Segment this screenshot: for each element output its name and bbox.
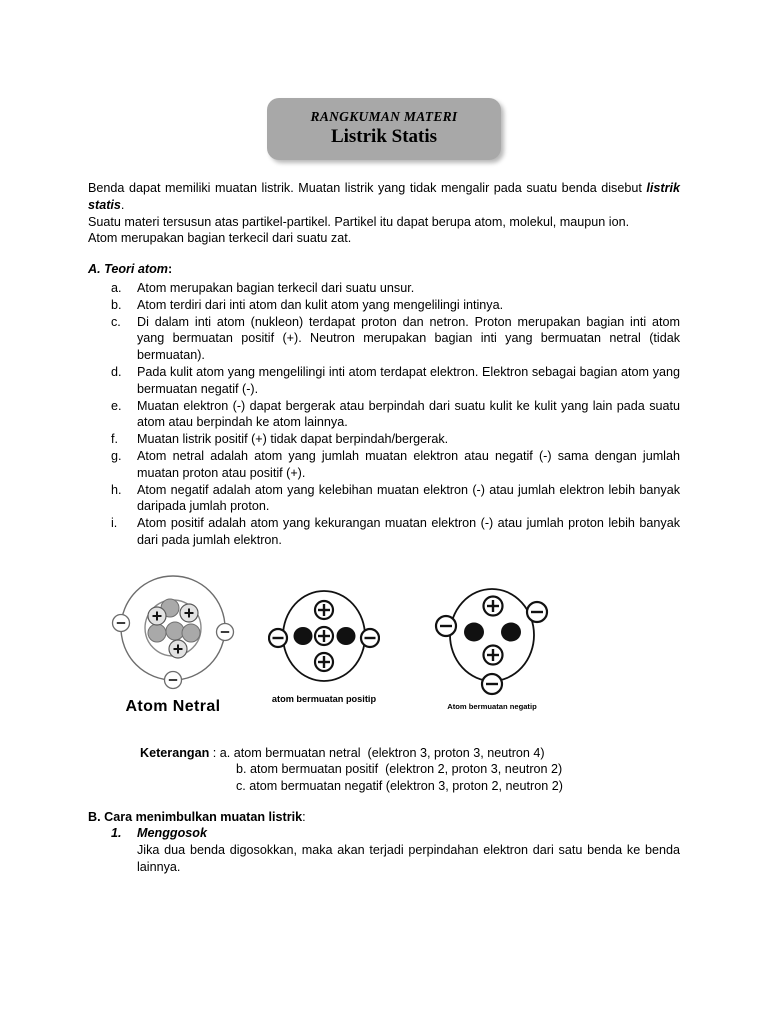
list-text: Atom positif adalah atom yang kekurangan muatan elektron (-) atau jumlah proton lebih banyak dari pada jumlah elektron. xyxy=(137,516,680,547)
proton-particle xyxy=(148,607,166,625)
list-marker: i. xyxy=(111,516,118,531)
keterangan-lines xyxy=(220,745,545,762)
intro-paragraph-1 xyxy=(88,180,680,214)
list-text: Muatan elektron (-) dapat bergerak atau berpindah dari suatu kulit ke kulit yang lain pada suatu atom atau berpindah ke atom lainnya. xyxy=(137,398,680,430)
section-b-label: B. Cara menimbulkan muatan listrik xyxy=(88,809,303,824)
electron-particle xyxy=(527,602,547,622)
intro-section xyxy=(88,180,680,549)
neutron-particle xyxy=(337,627,356,645)
figure-caption: atom bermuatan positip xyxy=(271,693,377,704)
figure-caption: Atom bermuatan negatip xyxy=(447,701,537,711)
figure-atom-negative xyxy=(433,585,551,711)
list-text: Atom netral adalah atom yang jumlah muatan elektron atau negatif (-) sama dengan jumlah muatan proton atau positif (+). xyxy=(137,448,680,480)
proton-particle xyxy=(180,604,198,622)
figure-caption: Atom Netral xyxy=(125,697,221,715)
section-a-list xyxy=(88,280,680,549)
list-item-body: Jika dua benda digosokkan, maka akan terjadi perpindahan elektron dari satu benda ke benda lainnya. xyxy=(137,843,680,874)
electron-particle xyxy=(482,674,502,694)
atom-diagrams xyxy=(88,571,680,731)
neutron-particle xyxy=(501,622,521,641)
intro-paragraph-2: Suatu materi tersusun atas partikel-partikel. Partikel itu dapat berupa atom, molekul, maupun ion. xyxy=(88,214,630,229)
list-marker: 1. xyxy=(111,826,122,841)
list-marker: g. xyxy=(111,448,122,463)
keterangan-block xyxy=(88,745,680,795)
list-item xyxy=(88,314,680,364)
list-marker: b. xyxy=(111,297,122,312)
list-item xyxy=(88,825,680,875)
neutron-particle xyxy=(464,622,484,641)
list-marker: f. xyxy=(111,432,118,447)
proton-particle xyxy=(315,653,333,671)
intro-p1-after: . xyxy=(120,197,125,212)
list-text: Pada kulit atom yang mengelilingi inti atom terdapat elektron. Elektron sebagai bagian atom yang bermuatan negatif (-). xyxy=(137,364,680,396)
section-b xyxy=(88,809,680,876)
section-b-colon: : xyxy=(302,809,306,824)
header-banner xyxy=(267,98,501,160)
section-a-label: A. Teori atom xyxy=(88,262,169,277)
electron-particle xyxy=(217,623,234,640)
list-marker: c. xyxy=(111,314,121,329)
section-b-heading xyxy=(88,809,680,826)
banner-container xyxy=(88,0,680,160)
intro-paragraph-3: Atom merupakan bagian terkecil dari suatu zat. xyxy=(88,231,352,246)
list-item xyxy=(88,297,680,314)
atom-positive-diagram xyxy=(268,585,380,691)
neutron-particle xyxy=(182,624,200,642)
neutron-particle xyxy=(166,622,184,640)
atom-neutral-diagram xyxy=(110,571,236,693)
list-text: Atom terdiri dari inti atom dan kulit atom yang mengelilingi intinya. xyxy=(137,297,504,312)
atom-negative-diagram xyxy=(433,585,551,697)
keterangan-line: b. atom bermuatan positif (elektron 2, proton 3, neutron 2) xyxy=(236,762,563,777)
electron-particle xyxy=(269,629,287,647)
section-b-list xyxy=(88,825,680,875)
section-a-heading xyxy=(88,261,680,278)
electron-particle xyxy=(113,614,130,631)
section-a-colon: : xyxy=(168,262,173,277)
neutron-particle xyxy=(294,627,313,645)
keterangan-row xyxy=(140,745,680,762)
list-text: Muatan listrik positif (+) tidak dapat berpindah/bergerak. xyxy=(137,432,449,447)
list-marker: a. xyxy=(111,280,122,295)
list-text: Atom merupakan bagian terkecil dari suatu unsur. xyxy=(137,280,415,295)
list-marker: d. xyxy=(111,364,122,379)
figure-atom-positive xyxy=(268,585,380,704)
list-item xyxy=(88,448,680,482)
page-title: Listrik Statis xyxy=(330,125,438,147)
intro-p1-emphasis: listrik statis xyxy=(88,181,680,212)
list-text: Atom negatif adalah atom yang kelebihan muatan elektron (-) atau jumlah elektron lebih banyak daripada jumlah proton. xyxy=(137,482,680,514)
neutron-particle xyxy=(148,624,166,642)
intro-p1-before: Benda dapat memiliki muatan listrik. Muatan listrik yang tidak mengalir pada suatu benda disebut xyxy=(88,181,647,195)
list-item xyxy=(88,482,680,516)
proton-particle xyxy=(315,627,333,645)
banner-superline: RANGKUMAN MATERI xyxy=(310,108,458,124)
list-item xyxy=(88,398,680,432)
keterangan-line: c. atom bermuatan negatif (elektron 3, proton 2, neutron 2) xyxy=(236,778,563,793)
list-item xyxy=(88,280,680,297)
list-item xyxy=(88,515,680,549)
list-marker: e. xyxy=(111,398,122,413)
electron-particle xyxy=(165,671,182,688)
list-item xyxy=(88,364,680,398)
proton-particle xyxy=(484,645,503,664)
figure-atom-neutral xyxy=(110,571,236,716)
keterangan-label: Keterangan xyxy=(140,745,210,760)
proton-particle xyxy=(169,640,187,658)
electron-particle xyxy=(361,629,379,647)
list-text: Di dalam inti atom (nukleon) terdapat proton dan netron. Proton merupakan bagian inti atom yang bermuatan positif (+). Neutron merupakan bagian inti yang bermuatan netral (tidak bermuatan). xyxy=(137,314,680,363)
proton-particle xyxy=(315,601,333,619)
proton-particle xyxy=(484,596,503,615)
list-item xyxy=(88,431,680,448)
keterangan-colon: : xyxy=(209,745,220,760)
list-item-title: Menggosok xyxy=(137,826,207,841)
list-marker: h. xyxy=(111,482,122,497)
keterangan-line: a. atom bermuatan netral (elektron 3, proton 3, neutron 4) xyxy=(219,745,545,760)
electron-particle xyxy=(436,616,456,636)
